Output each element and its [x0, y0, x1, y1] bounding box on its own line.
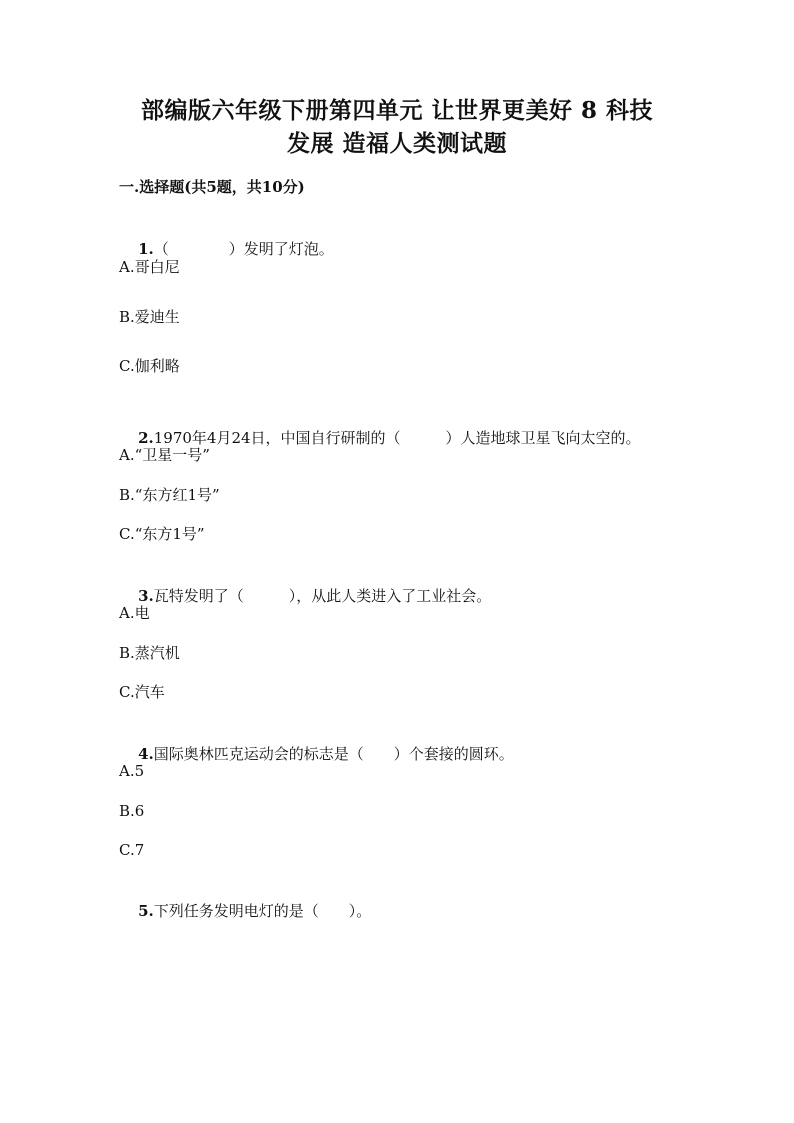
question-stem: 国际奥林匹克运动会的标志是（ ）个套接的圆环。 — [153, 745, 514, 763]
option-2a: A.“卫星一号” — [119, 446, 210, 464]
question-4 — [119, 721, 514, 787]
question-5 — [119, 878, 371, 944]
option-4b: B.6 — [119, 802, 145, 820]
question-stem: 瓦特发明了（ ），从此人类进入了工业社会。 — [153, 587, 492, 605]
option-2b: B.“东方红1号” — [119, 486, 220, 504]
option-3b: B.蒸汽机 — [119, 644, 180, 662]
question-number: 2. — [138, 429, 154, 447]
section-heading: 一.选择题(共5题，共10分) — [119, 178, 305, 196]
question-stem: 1970年4月24日，中国自行研制的（ ）人造地球卫星飞向太空的。 — [153, 429, 641, 447]
question-stem: （ ）发明了灯泡。 — [153, 240, 334, 258]
question-number: 3. — [138, 587, 154, 605]
option-1a: A.哥白尼 — [119, 258, 180, 276]
option-1b: B.爱迪生 — [119, 308, 180, 326]
question-stem: 下列任务发明电灯的是（ ）。 — [153, 902, 372, 920]
question-3 — [119, 563, 491, 629]
option-4c: C.7 — [119, 841, 145, 859]
option-1c: C.伽利略 — [119, 357, 180, 375]
option-2c: C.“东方1号” — [119, 525, 205, 543]
question-number: 5. — [138, 902, 154, 920]
page-title-line-2: 发展 造福人类测试题 — [286, 130, 507, 157]
question-number: 4. — [138, 745, 154, 763]
page-title-line-1: 部编版六年级下册第四单元 让世界更美好 8 科技 — [140, 97, 654, 124]
question-number: 1. — [138, 240, 154, 258]
option-4a: A.5 — [119, 762, 145, 780]
option-3c: C.汽车 — [119, 683, 165, 701]
option-3a: A.电 — [119, 604, 150, 622]
